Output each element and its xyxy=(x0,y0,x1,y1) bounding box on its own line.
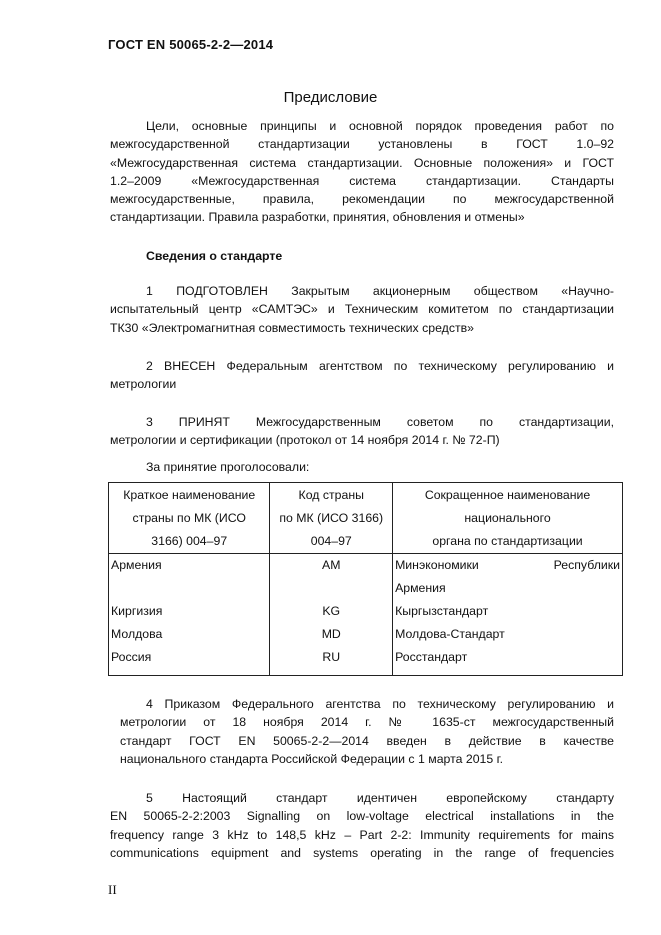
header-country xyxy=(109,483,270,554)
foreword-paragraph xyxy=(110,117,614,227)
item-5-paragraph xyxy=(110,789,614,862)
foreword-title: Предисловие xyxy=(283,89,378,106)
header-code xyxy=(270,483,393,554)
header-line: Код страны xyxy=(298,488,364,502)
header-organization xyxy=(393,483,623,554)
item-4-line: национального стандарта Российской Федерации с 1 марта 2015 г. xyxy=(120,751,504,766)
foreword-line: межгосударственной стандартизации установлены в ГОСТ 1.0–92 xyxy=(110,137,614,152)
table-row xyxy=(109,554,623,601)
item-3-line: метрологии и сертификации (протокол от 14 ноября 2014 г. № 72-П) xyxy=(110,433,500,448)
organization-part: Минэкономики xyxy=(395,558,479,572)
code-cell: AM xyxy=(270,554,393,601)
organization-cell: Кыргызстандарт xyxy=(393,600,623,623)
organization-cell: Росстандарт xyxy=(393,646,623,676)
item-2-paragraph xyxy=(110,357,614,394)
item-1-line: 1 ПОДГОТОВЛЕН Закрытым акционерным обществом «Научно- xyxy=(146,284,614,298)
header-line: страны по МК (ИСО xyxy=(132,511,246,525)
country-cell: Киргизия xyxy=(109,600,270,623)
item-4-line: стандарт ГОСТ EN 50065-2-2—2014 введен в действие в качестве xyxy=(120,733,614,748)
item-3-paragraph xyxy=(110,413,614,450)
organization-part: Армения xyxy=(395,581,446,595)
header-line: органа по стандартизации xyxy=(432,534,583,548)
code-cell: MD xyxy=(270,623,393,646)
item-1-line: испытательный центр «САМТЭС» и Техническим комитетом по стандартизации xyxy=(110,302,614,317)
header-line: по МК (ИСО 3166) xyxy=(279,511,384,525)
organization-part: Республики xyxy=(553,558,620,572)
country-cell: Армения xyxy=(109,554,270,601)
foreword-line: стандартизации. Правила разработки, принятия, обновления и отмены» xyxy=(110,210,525,225)
header-line: 3166) 004–97 xyxy=(151,534,228,548)
table-row xyxy=(109,623,623,646)
table-header-row xyxy=(109,483,623,554)
item-1-line: ТК30 «Электромагнитная совместимость технических средств» xyxy=(110,320,474,335)
item-1-paragraph xyxy=(110,282,614,337)
code-cell: KG xyxy=(270,600,393,623)
organization-cell xyxy=(393,554,623,601)
foreword-line: Цели, основные принципы и основной порядок проведения работ по xyxy=(146,119,614,133)
item-4-line: 4 Приказом Федерального агентства по техническому регулированию и xyxy=(146,697,614,711)
table-row xyxy=(109,600,623,623)
document-code: ГОСТ EN 50065-2-2—2014 xyxy=(108,37,274,52)
table-row xyxy=(109,646,623,676)
header-line: 004–97 xyxy=(310,534,352,548)
item-2-line: 2 ВНЕСЕН Федеральным агентством по техническому регулированию и xyxy=(146,359,614,373)
country-cell: Россия xyxy=(109,646,270,676)
foreword-line: «Межгосударственная система стандартизации. Основные положения» и ГОСТ xyxy=(110,155,614,170)
item-4-paragraph xyxy=(110,695,614,768)
code-cell: RU xyxy=(270,646,393,676)
item-5-line: 5 Настоящий стандарт идентичен европейскому стандарту xyxy=(146,791,614,805)
item-3-line: 3 ПРИНЯТ Межгосударственным советом по стандартизации, xyxy=(146,415,614,429)
header-line: национального xyxy=(464,511,551,525)
country-cell: Молдова xyxy=(109,623,270,646)
organization-cell: Молдова-Стандарт xyxy=(393,623,623,646)
foreword-line: 1.2–2009 «Межгосударственная система стандартизации. Стандарты xyxy=(110,173,614,188)
item-4-line: метрологии от 18 ноября 2014 г. № 1635-ст межгосударственный xyxy=(120,715,614,730)
header-line: Краткое наименование xyxy=(123,488,256,502)
page-number: II xyxy=(108,882,117,897)
header-line: Сокращенное наименование xyxy=(424,488,591,502)
voting-countries-table xyxy=(108,482,623,676)
item-5-line: communications equipment and systems operating in the range of frequencies xyxy=(110,845,614,860)
vote-heading: За принятие проголосовали: xyxy=(146,460,310,474)
item-2-line: метрологии xyxy=(110,377,177,392)
foreword-line: межгосударственные, правила, рекомендации по межгосударственной xyxy=(110,192,614,207)
item-5-line: EN 50065-2-2:2003 Signalling on low-voltage electrical installations in the xyxy=(110,809,614,824)
standard-info-heading: Сведения о стандарте xyxy=(146,249,283,263)
item-5-line: frequency range 3 kHz to 148,5 kHz – Part 2-2: Immunity requirements for mains xyxy=(110,827,614,842)
